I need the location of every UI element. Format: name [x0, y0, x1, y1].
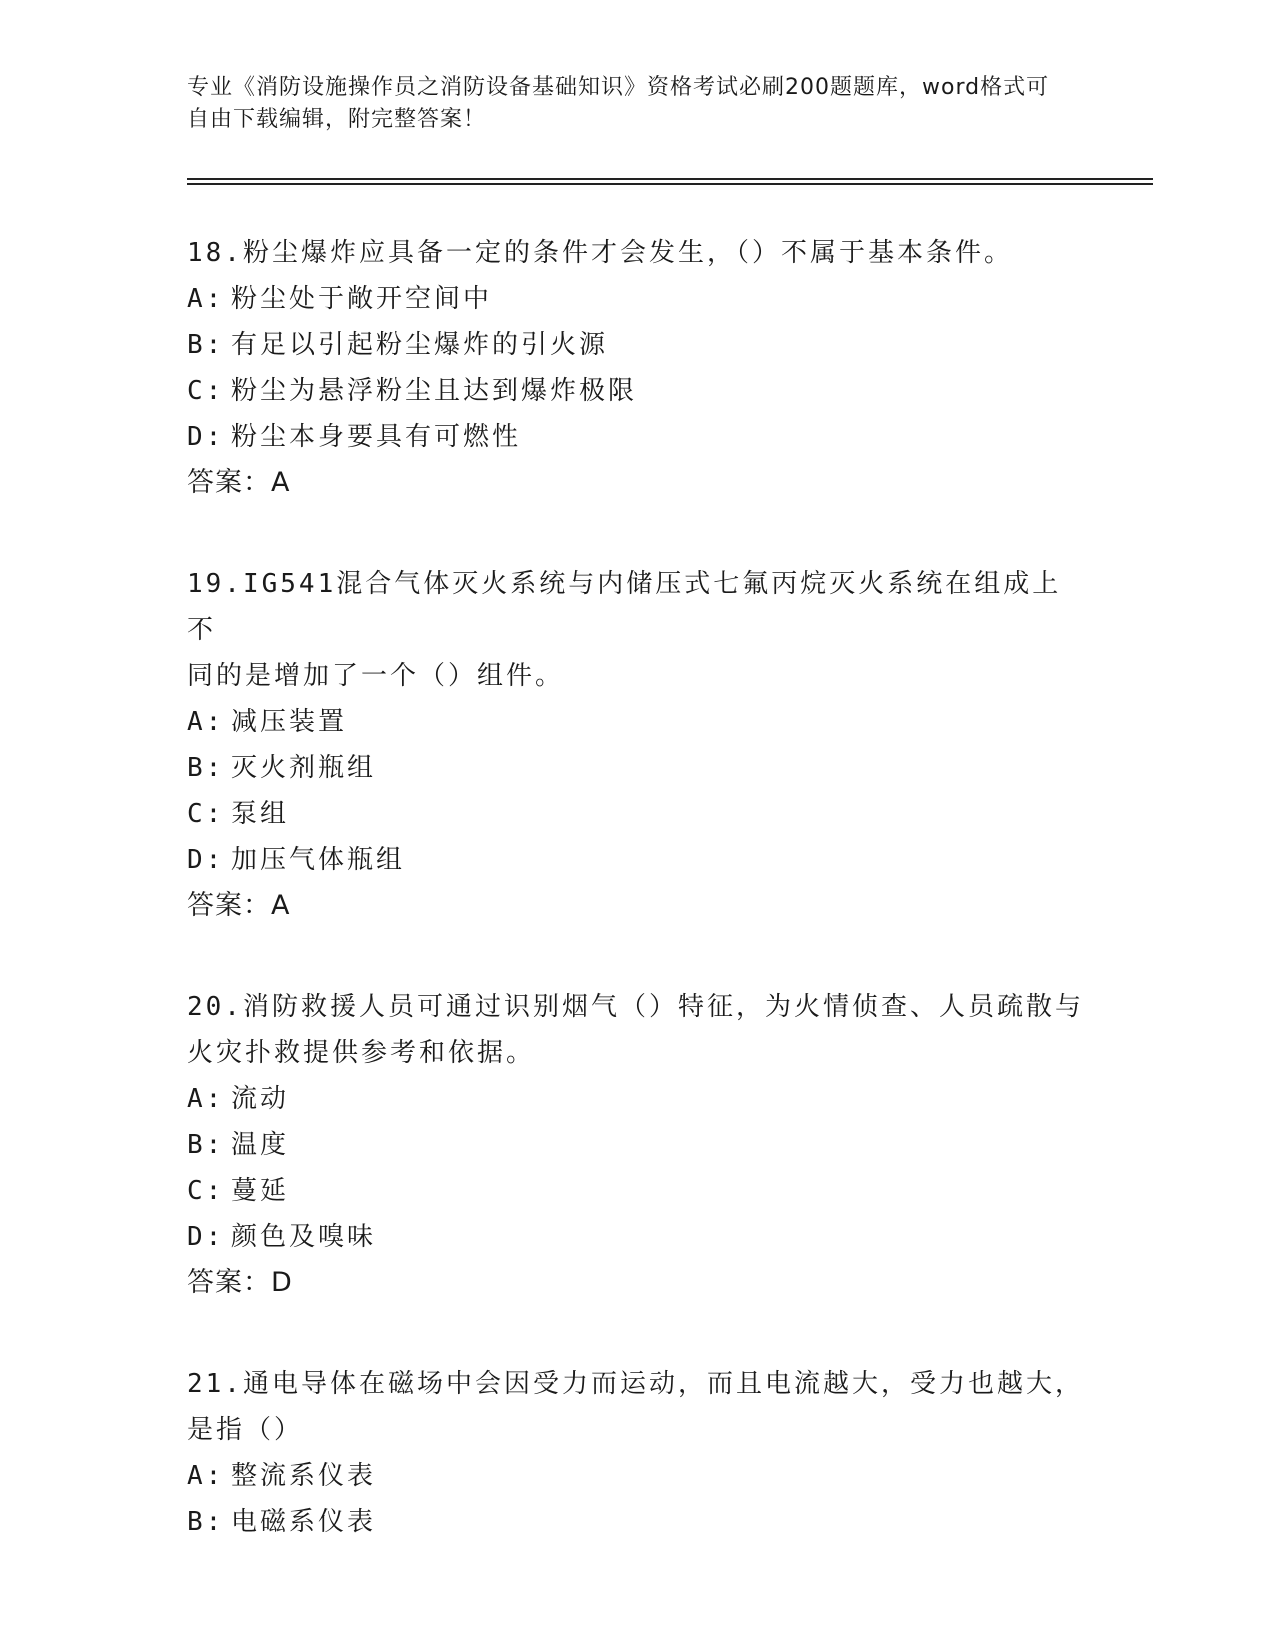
question-stem: 18.粉尘爆炸应具备一定的条件才会发生，（）不属于基本条件。: [187, 238, 1013, 268]
option-c: [187, 368, 1087, 414]
option-text: 减压装置: [231, 707, 348, 737]
option-b: [187, 1499, 1087, 1545]
document-header: 专业《消防设施操作员之消防设备基础知识》资格考试必刷200题题库，word格式可自由下载编辑，附完整答案！: [187, 75, 1050, 132]
answer-text: 答案：A: [187, 467, 291, 498]
question-stem-continued: 同的是增加了一个（）组件。: [187, 661, 565, 691]
option-text: 粉尘处于敞开空间中: [231, 284, 493, 314]
option-a: [187, 699, 1087, 745]
option-text: 灭火剂瓶组: [231, 753, 377, 783]
option-label: C:: [187, 376, 225, 406]
option-a: [187, 276, 1087, 322]
option-text: 泵组: [231, 799, 290, 829]
answer-text: 答案：A: [187, 890, 291, 921]
option-text: 温度: [231, 1130, 290, 1160]
option-c: [187, 791, 1087, 837]
question-stem: 20.消防救援人员可通过识别烟气（）特征，为火情侦查、人员疏散与: [187, 992, 1084, 1022]
option-label: A:: [187, 707, 225, 737]
question-21: [187, 1361, 1087, 1545]
option-d: [187, 414, 1087, 460]
header-rule-top: [187, 178, 1153, 180]
option-a: [187, 1453, 1087, 1499]
option-b: [187, 1122, 1087, 1168]
question-list: [187, 230, 1087, 1600]
option-text: 粉尘本身要具有可燃性: [231, 422, 522, 452]
option-b: [187, 322, 1087, 368]
answer-text: 答案：D: [187, 1267, 293, 1298]
option-label: B:: [187, 1130, 225, 1160]
option-label: A:: [187, 1084, 225, 1114]
option-text: 整流系仪表: [231, 1461, 377, 1491]
option-text: 电磁系仪表: [231, 1507, 377, 1537]
option-label: D:: [187, 1222, 225, 1252]
question-stem-continued: 是指（）: [187, 1415, 304, 1445]
option-label: D:: [187, 422, 225, 452]
question-20: [187, 984, 1087, 1306]
option-text: 加压气体瓶组: [231, 845, 406, 875]
option-text: 有足以引起粉尘爆炸的引火源: [231, 330, 609, 360]
option-text: 流动: [231, 1084, 290, 1114]
option-a: [187, 1076, 1087, 1122]
option-d: [187, 1214, 1087, 1260]
question-18: [187, 230, 1087, 506]
option-label: B:: [187, 1507, 225, 1537]
option-text: 蔓延: [231, 1176, 290, 1206]
option-d: [187, 837, 1087, 883]
option-label: A:: [187, 284, 225, 314]
option-c: [187, 1168, 1087, 1214]
option-label: D:: [187, 845, 225, 875]
option-label: C:: [187, 1176, 225, 1206]
option-label: B:: [187, 330, 225, 360]
header-rule-bottom: [187, 183, 1153, 185]
option-text: 粉尘为悬浮粉尘且达到爆炸极限: [231, 376, 638, 406]
question-stem: 19.IG541混合气体灭火系统与内储压式七氟丙烷灭火系统在组成上不: [187, 569, 1062, 645]
option-label: A:: [187, 1461, 225, 1491]
option-label: B:: [187, 753, 225, 783]
option-text: 颜色及嗅味: [231, 1222, 377, 1252]
question-19: [187, 561, 1087, 929]
option-b: [187, 745, 1087, 791]
option-label: C:: [187, 799, 225, 829]
question-stem: 21.通电导体在磁场中会因受力而运动，而且电流越大，受力也越大，: [187, 1369, 1084, 1399]
question-stem-continued: 火灾扑救提供参考和依据。: [187, 1038, 536, 1068]
